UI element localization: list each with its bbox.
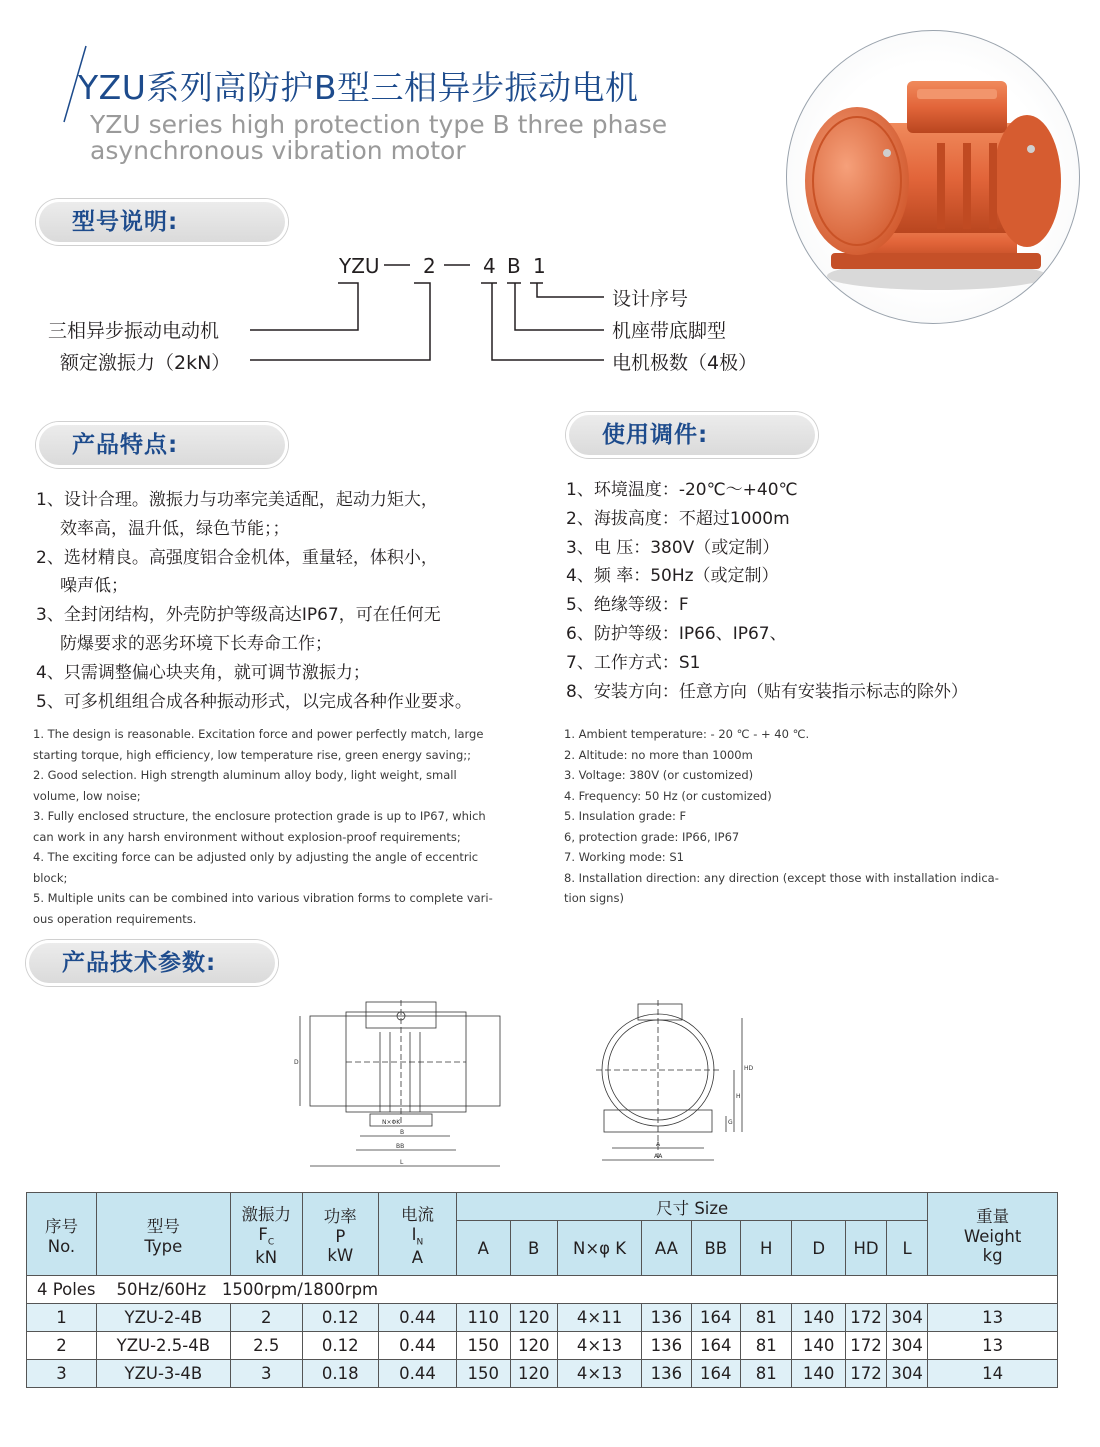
features-list-cn: [36, 486, 536, 716]
conditions-heading-text: 使用调件:: [602, 422, 709, 448]
dim-label-bb: BB: [396, 1143, 405, 1150]
condition-item: 5、绝缘等级：F: [566, 595, 689, 616]
model-heading-text: 型号说明:: [72, 209, 179, 235]
dim-label-b: B: [400, 1129, 405, 1136]
subtitle-line-2: asynchronous vibration motor: [90, 136, 466, 165]
conditions-section-heading: [566, 412, 818, 458]
motor-photo: [786, 30, 1080, 324]
table-poles-row: 4 Poles 50Hz/60Hz 1500rpm/1800rpm: [27, 1276, 1058, 1304]
features-list-en: 1. The design is reasonable. Excitation force and power perfectly match, large starting torque, high efficiency, low temperature rise, green energy saving;; 2. Good selection. High strength aluminum alloy body, light weight, small volume, low noise; 3. Fully enclosed structure, the enclosure protection grade is up to IP67, which can work in any harsh environment without explosion-proof requirements; 4. The exciting force can be adjusted only by adjusting the angle of eccentric block; 5. Multiple units can be combined into various vibration forms to complete vari- ous operation requirements.: [33, 727, 493, 926]
condition-item: 6、防护等级：IP66、IP67、: [566, 623, 787, 644]
table-row: 3 YZU-3-4B 3 0.18 0.44 150 120 4×13 136 164 81 140 172 304 14: [27, 1360, 1058, 1388]
feature-item-5: 5、可多机组组合成各种振动形式，以完成各种作业要求。: [36, 691, 472, 712]
condition-item: 2、海拔高度：不超过1000m: [566, 508, 790, 529]
subtitle-line-1: YZU series high protection type B three phase: [90, 110, 668, 139]
dim-label-a: A: [656, 1141, 661, 1148]
page-title: YZU系列高防护B型三相异步振动电机: [78, 68, 639, 107]
model-label-motor: 三相异步振动电动机: [48, 320, 220, 342]
params-heading-text: 产品技术参数:: [62, 950, 217, 976]
col-current: 电流 $I_N$ A: [378, 1193, 456, 1276]
col-weight: 重量 Weight kg: [928, 1193, 1058, 1276]
model-label-base: 机座带底脚型: [612, 320, 727, 342]
condition-item: 3、电 压：380V（或定制）: [566, 537, 780, 558]
col-size: B: [510, 1221, 557, 1276]
model-code-part-base: B: [507, 254, 521, 278]
col-size: N×φ K: [557, 1221, 641, 1276]
params-section-heading: [26, 940, 278, 986]
col-size: A: [457, 1221, 511, 1276]
table-row: 1 YZU-2-4B 2 0.12 0.44 110 120 4×11 136 164 81 140 172 304 13: [27, 1304, 1058, 1332]
dim-label-nk: N×ΦK: [382, 1119, 401, 1126]
condition-item: 7、工作方式：S1: [566, 652, 701, 673]
table-row: 2 YZU-2.5-4B 2.5 0.12 0.44 150 120 4×13 136 164 81 140 172 304 13: [27, 1332, 1058, 1360]
col-power: 功率 P kW: [302, 1193, 378, 1276]
col-size: HD: [845, 1221, 886, 1276]
dim-label-hd: HD: [744, 1065, 754, 1072]
dim-label-g: G: [728, 1119, 733, 1126]
feature-item-2: 2、选材精良。高强度铝合金机体，重量轻，体积小， 噪声低；: [36, 547, 438, 597]
feature-item-4: 4、只需调整偏心块夹角，就可调节激振力；: [36, 662, 370, 683]
conditions-list-cn: [566, 476, 1066, 706]
col-size: L: [887, 1221, 928, 1276]
dim-label-aa: AA: [654, 1153, 663, 1160]
model-label-poles: 电机极数（4极）: [612, 352, 758, 374]
col-no: 序号 No.: [27, 1193, 97, 1276]
table-header-row: [27, 1193, 1058, 1221]
condition-item: 8、安装方向：任意方向（贴有安装指示标志的除外）: [566, 681, 968, 702]
front-view-drawing: [592, 998, 772, 1178]
condition-item: 1、环境温度：-20℃～+40℃: [566, 480, 798, 500]
spec-table: [26, 1192, 1058, 1388]
model-code-part-series: YZU: [339, 254, 380, 278]
feature-item-1: 1、设计合理。激振力与功率完美适配，起动力矩大， 效率高，温升低，绿色节能；；: [36, 490, 438, 539]
col-size: D: [792, 1221, 846, 1276]
col-type: 型号 Type: [96, 1193, 230, 1276]
dim-label-d: D: [294, 1059, 299, 1066]
col-size: AA: [642, 1221, 691, 1276]
col-size: H: [740, 1221, 791, 1276]
model-code-part-force: 2: [423, 254, 436, 278]
model-label-serial: 设计序号: [612, 288, 689, 310]
col-force: 激振力 $F_C$ kN: [230, 1193, 302, 1276]
features-section-heading: [36, 422, 288, 468]
model-label-force: 额定激振力（2kN）: [60, 352, 231, 374]
col-size: BB: [691, 1221, 740, 1276]
feature-item-3: 3、全封闭结构，外壳防护等级高达IP67，可在任何无 防爆要求的恶劣环境下长寿命工作；: [36, 605, 441, 654]
dim-label-h: H: [736, 1093, 741, 1100]
side-view-drawing: [290, 998, 520, 1178]
model-code-part-serial: 1: [533, 254, 546, 278]
col-size-group: 尺寸 Size: [457, 1193, 928, 1221]
dim-label-l: L: [400, 1159, 404, 1166]
model-code-part-poles: 4: [483, 254, 496, 278]
conditions-list-en: 1. Ambient temperature: - 20 ℃ - + 40 ℃. 2. Altitude: no more than 1000m 3. Voltage: 380V (or customized) 4. Frequency: 50 Hz (or customized) 5. Insulation grade: F 6, protection grade: IP66, IP67 7. Working mode: S1 8. Installation direction: any direction (except those with installation indica- tion signs): [564, 727, 999, 905]
features-heading-text: 产品特点:: [72, 432, 179, 458]
condition-item: 4、频 率：50Hz（或定制）: [566, 566, 779, 587]
